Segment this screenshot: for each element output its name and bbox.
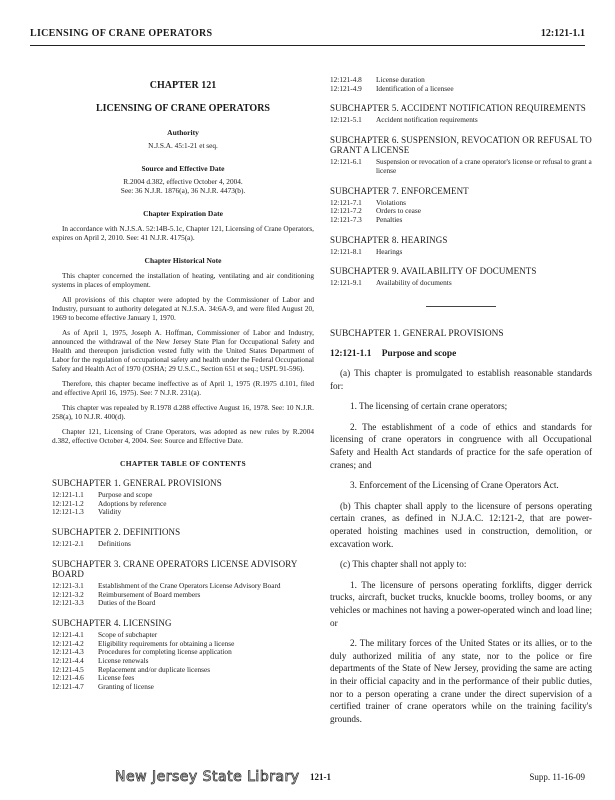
- toc-entry-list: [330, 279, 592, 288]
- toc-entry: [52, 591, 314, 600]
- toc-entry-title: Accident notification requirements: [376, 115, 478, 125]
- history-paragraph: Chapter 121, Licensing of Crane Operators, was adopted as new rules by R.2004 d.382, effective October 4, 2004. See: Source and Effective Date.: [52, 427, 314, 445]
- toc-entry-title: License fees: [98, 673, 135, 683]
- toc-entry-title: License renewals: [98, 656, 149, 666]
- toc-entry-number: 12:121-4.7: [52, 682, 84, 692]
- section-number: 12:121-1.1: [330, 349, 372, 360]
- toc-entry-title: Availability of documents: [376, 278, 452, 288]
- toc-entry-number: 12:121-7.1: [330, 197, 362, 207]
- history-paragraph: All provisions of this chapter were adopted by the Commissioner of Labor and Industry, pursuant to authority delegated at N.J.S.A. 34:6A-9, and were filed August 20, 1969 to become effective January 1, 1970.: [52, 295, 314, 322]
- toc-entry-list: [330, 199, 592, 225]
- toc-entry-number: 12:121-4.3: [52, 647, 84, 657]
- toc-entry-list: [330, 116, 592, 125]
- toc-entry-title: License duration: [376, 75, 425, 84]
- toc-entry-list: [52, 491, 314, 517]
- toc-entry-title: Granting of license: [98, 682, 154, 692]
- toc-entry: [330, 76, 592, 85]
- toc-entry-title: Orders to cease: [376, 206, 421, 216]
- toc-entry-list: [52, 540, 314, 549]
- history-paragraph: Therefore, this chapter became ineffective as of April 1, 1975 (R.1975 d.101, filed and effective April 16, 1975). See: 7 N.J.R. 231(a).: [52, 379, 314, 397]
- source-heading: Source and Effective Date: [141, 164, 225, 173]
- list-item: 2. The establishment of a code of ethics and standards for licensing of crane operators in congruence with all Occupational Safety and Health Act standards of practice for the safe operation of cranes; and: [330, 421, 592, 470]
- authority-text: N.J.S.A. 45:1-21 et seq.: [148, 141, 218, 150]
- toc-entry: [330, 199, 592, 208]
- toc-entry-list: [330, 158, 592, 175]
- toc-entry: [52, 648, 314, 657]
- toc-entry-title: Scope of subchapter: [98, 629, 158, 639]
- toc-entry: [52, 491, 314, 500]
- toc-entry-title: Validity: [98, 507, 122, 517]
- toc-entry-number: 12:121-4.4: [52, 656, 84, 666]
- chapter-number: CHAPTER 121: [149, 80, 217, 91]
- running-header: [30, 28, 585, 44]
- toc-entry-title: Suspension or revocation of a crane operator's license or refusal to grant a license: [376, 157, 592, 175]
- toc-entry-title: Procedures for completing license application: [98, 647, 232, 657]
- paragraph: (a) This chapter is promulgated to establish reasonable standards for:: [330, 368, 592, 391]
- toc-entry: [52, 508, 314, 517]
- toc-right: [330, 103, 592, 288]
- section-heading: [330, 349, 592, 359]
- toc-entry-title: Penalties: [376, 214, 403, 224]
- toc-entry-number: 12:121-4.2: [52, 638, 84, 648]
- header-section: 12:121-1.1: [540, 28, 585, 39]
- history-paragraph: This chapter concerned the installation of heating, ventilating and air conditioning systems in places of employment.: [52, 271, 314, 289]
- toc-entry: [330, 116, 592, 125]
- page-footer: [115, 769, 585, 790]
- toc-entry: [330, 207, 592, 216]
- toc-entry-number: 12:121-3.2: [52, 589, 84, 599]
- page-number: 121-1: [310, 772, 331, 782]
- toc-entry-title: Replacement and/or duplicate licenses: [98, 664, 211, 674]
- toc-subchapter-title: SUBCHAPTER 9. AVAILABILITY OF DOCUMENTS: [330, 266, 537, 277]
- section-body: [330, 367, 592, 725]
- toc-entry-number: 12:121-4.8: [330, 75, 362, 84]
- list-item: 1. The licensing of certain crane operators;: [350, 401, 508, 412]
- list-item: 1. The licensure of persons operating forklifts, digger derrick trucks, aircraft, bucket trucks, knuckle booms, trolley booms, or any vehicles or machines not having a power-operated winch and load line; or: [330, 579, 592, 628]
- toc-entry-number: 12:121-4.6: [52, 673, 84, 683]
- right-column: [330, 76, 592, 725]
- history-heading: Chapter Historical Note: [144, 256, 222, 265]
- toc-entry-number: 12:121-6.1: [330, 157, 362, 167]
- toc-entry-number: 12:121-9.1: [330, 278, 362, 288]
- toc-left: [52, 478, 314, 692]
- toc-entry-title: Adoptions by reference: [98, 498, 167, 508]
- toc-entry-number: 12:121-2.1: [52, 539, 84, 549]
- toc-subchapter-title: SUBCHAPTER 5. ACCIDENT NOTIFICATION REQUIREMENTS: [330, 103, 586, 114]
- toc-subchapter-title: SUBCHAPTER 2. DEFINITIONS: [52, 527, 181, 538]
- paragraph: (c) This chapter shall not apply to:: [340, 559, 467, 570]
- toc-entry-number: 12:121-4.5: [52, 664, 84, 674]
- section-title: Purpose and scope: [381, 349, 457, 360]
- toc-entry: [52, 674, 314, 683]
- section-divider: [426, 306, 496, 307]
- toc-entry-number: 12:121-1.3: [52, 507, 84, 517]
- supplement-date: Supp. 11-16-09: [529, 772, 585, 782]
- toc-subchapter-title: SUBCHAPTER 6. SUSPENSION, REVOCATION OR REFUSAL TO GRANT A LICENSE: [330, 135, 592, 156]
- toc-entry-number: 12:121-8.1: [330, 246, 362, 256]
- header-rule: [30, 45, 585, 46]
- source-text-2: See: 36 N.J.R. 1876(a), 36 N.J.R. 4473(b).: [120, 186, 246, 195]
- toc-entry: [330, 216, 592, 225]
- toc-entry-number: 12:121-3.3: [52, 598, 84, 608]
- header-title: LICENSING OF CRANE OPERATORS: [30, 28, 213, 39]
- toc-entry-title: Eligibility requirements for obtaining a license: [98, 638, 235, 648]
- toc-subchapter-title: SUBCHAPTER 3. CRANE OPERATORS LICENSE ADVISORY BOARD: [52, 558, 298, 579]
- toc-entry-number: 12:121-4.9: [330, 83, 362, 93]
- toc-entry: [52, 500, 314, 509]
- history-paragraph: As of April 1, 1975, Joseph A. Hoffman, Commissioner of Labor and Industry, announced the withdrawal of the New Jersey State Plan for Occupational Safety and Health and thereupon jurisdiction vested fully with the United States Department of Labor for the regulation of occupational safety and health under the Federal Occupational Safety and Health Act of 1970 (OSHA; 29 U.S.C., Section 651 et seq.; USPL 91-596).: [52, 328, 314, 373]
- toc-entry: [330, 158, 592, 175]
- left-column: [52, 72, 314, 692]
- toc-entry-number: 12:121-3.1: [52, 580, 84, 590]
- toc-entry-list: [330, 248, 592, 257]
- toc-entry-number: 12:121-7.3: [330, 214, 362, 224]
- toc-entry-number: 12:121-5.1: [330, 115, 362, 125]
- toc-entry-title: Hearings: [376, 246, 403, 256]
- history-paragraph: This chapter was repealed by R.1978 d.288 effective August 16, 1978. See: 10 N.J.R. 258(a), 10 N.J.R. 400(d).: [52, 403, 314, 421]
- toc-entry-title: Establishment of the Crane Operators License Advisory Board: [98, 580, 281, 590]
- toc-entry: [52, 599, 314, 608]
- toc-subchapter-title: SUBCHAPTER 4. LICENSING: [52, 617, 172, 628]
- toc-entry: [52, 683, 314, 692]
- toc-entry: [52, 666, 314, 675]
- toc-entry-title: Duties of the Board: [98, 598, 156, 608]
- toc-entry: [52, 540, 314, 549]
- toc-entry-title: Identification of a licensee: [376, 83, 454, 93]
- toc-subchapter-title: SUBCHAPTER 1. GENERAL PROVISIONS: [52, 478, 222, 488]
- expiration-text: In accordance with N.J.S.A. 52:14B-5.1c, Chapter 121, Licensing of Crane Operators, expires on April 2, 2010. See: 41 N.J.R. 4175(a).: [52, 224, 314, 242]
- toc-entry-list: [52, 582, 314, 608]
- toc-entry-number: 12:121-4.1: [52, 629, 84, 639]
- toc-entry: [330, 85, 592, 94]
- toc-subchapter-title: SUBCHAPTER 7. ENFORCEMENT: [330, 185, 469, 196]
- toc-entry: [330, 248, 592, 257]
- toc-title: CHAPTER TABLE OF CONTENTS: [120, 459, 246, 468]
- toc-entry-number: 12:121-7.2: [330, 206, 362, 216]
- paragraph: (b) This chapter shall apply to the licensure of persons operating certain cranes, as defined in N.J.A.C. 12:121-2, that are power-operated hoisting machines used in construction, demolition, or excavation work.: [330, 500, 592, 549]
- toc-entry-title: Reimbursement of Board members: [98, 589, 201, 599]
- toc-entry-number: 12:121-1.1: [52, 490, 84, 499]
- library-logo: New Jersey State Library: [115, 769, 300, 785]
- toc-entry-title: Definitions: [98, 539, 131, 549]
- expiration-heading: Chapter Expiration Date: [143, 209, 223, 218]
- chapter-name: LICENSING OF CRANE OPERATORS: [95, 103, 270, 114]
- list-item: 2. The military forces of the United States or its allies, or to the duly authorized militia of any state, nor to the police or fire departments of the State of New Jersey, providing the same are acting in their official capacity and in the performance of their public duties, nor to a person operating a crane under the direct supervision of a certified trainer of crane operators while on the training facility's grounds.: [330, 638, 592, 724]
- authority-heading: Authority: [167, 128, 199, 137]
- toc-subchapter-title: SUBCHAPTER 8. HEARINGS: [330, 234, 448, 245]
- toc-entry-title: Violations: [376, 197, 406, 207]
- toc-entry: [330, 279, 592, 288]
- toc-entry-title: Purpose and scope: [98, 490, 153, 499]
- list-item: 3. Enforcement of the Licensing of Crane Operators Act.: [350, 480, 559, 491]
- source-text-1: R.2004 d.382, effective October 4, 2004.: [123, 177, 243, 186]
- subchapter-heading: SUBCHAPTER 1. GENERAL PROVISIONS: [330, 329, 504, 340]
- toc-entry-list: [52, 631, 314, 692]
- toc-entry-number: 12:121-1.2: [52, 498, 84, 508]
- toc-continued: [330, 76, 592, 93]
